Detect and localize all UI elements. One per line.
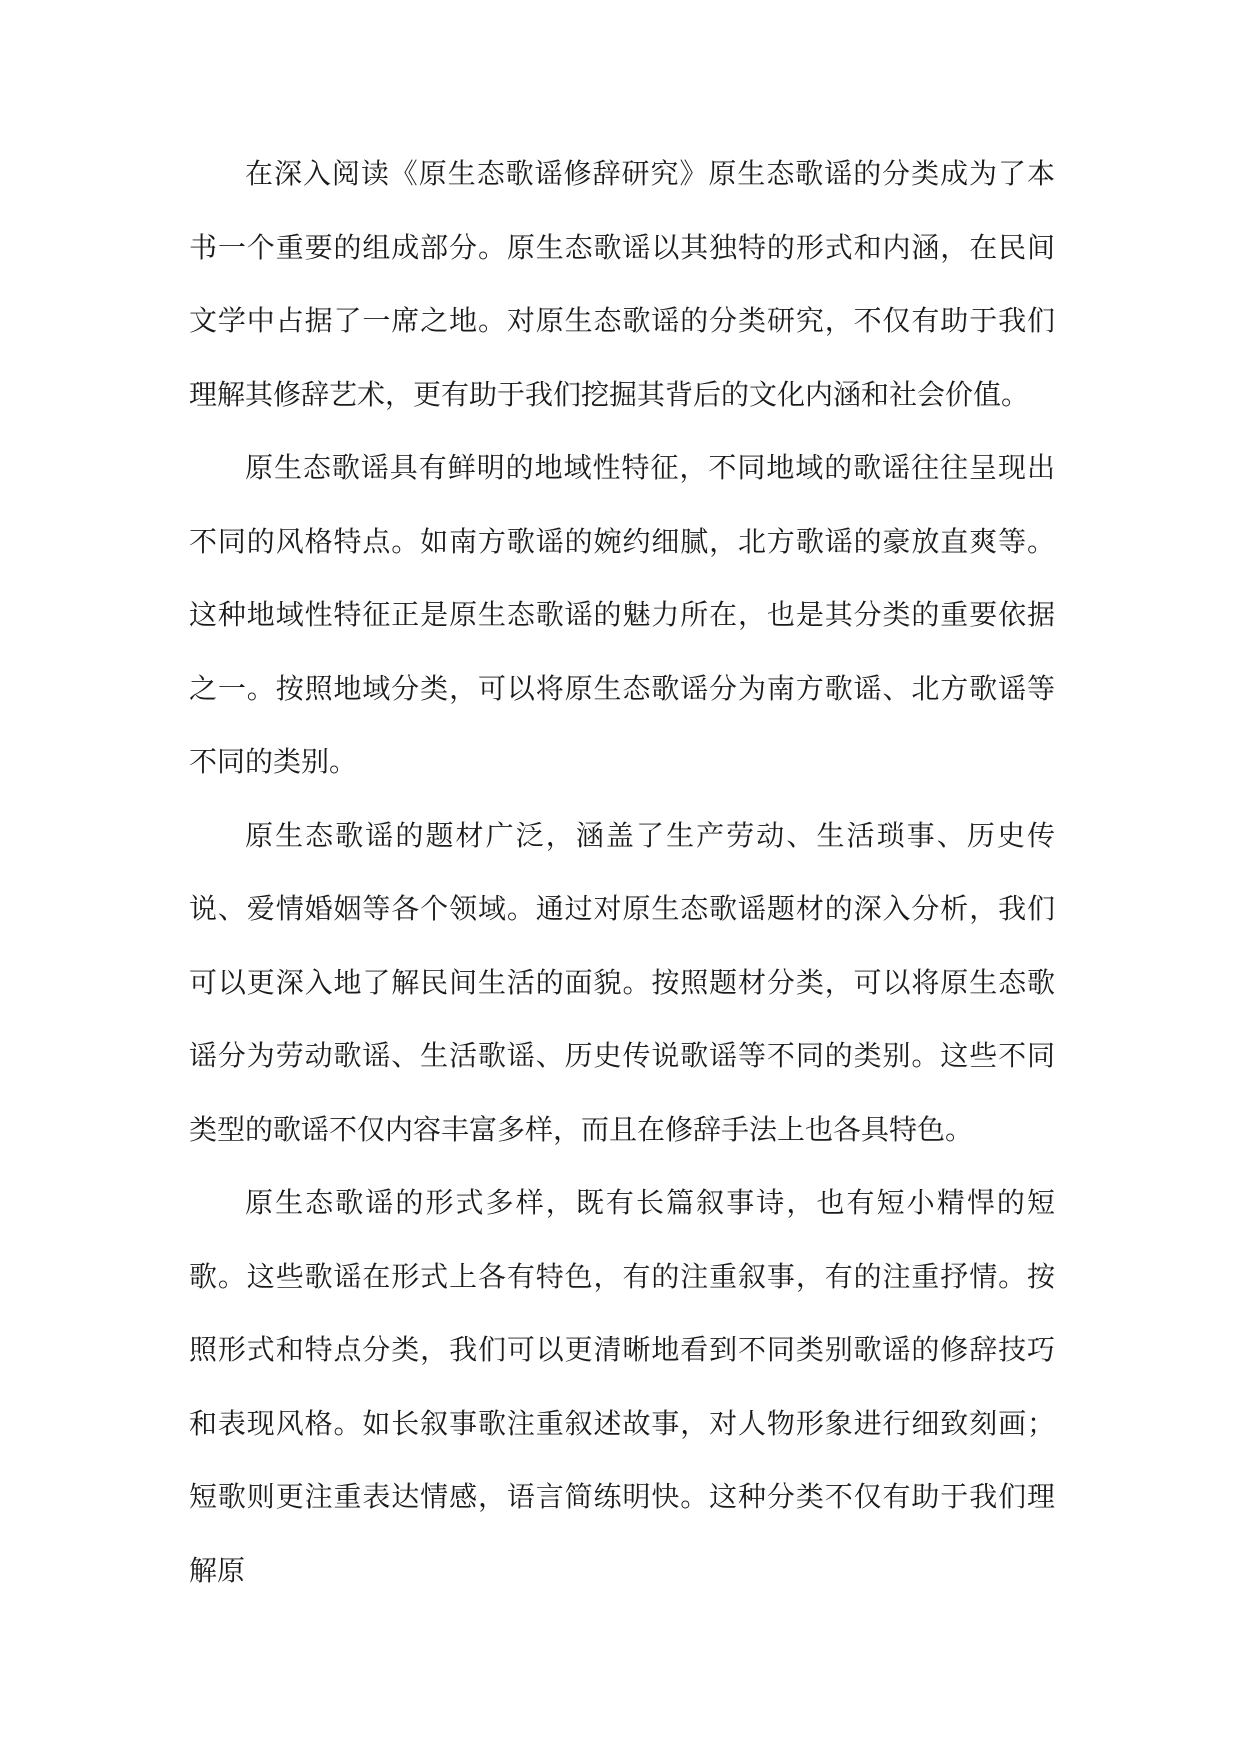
paragraph-4: 原生态歌谣的形式多样，既有长篇叙事诗，也有短小精悍的短歌。这些歌谣在形式上各有特色，有的注重叙事，有的注重抒情。按照形式和特点分类，我们可以更清晰地看到不同类别歌谣的修辞技巧和表现风格。如长叙事歌注重叙述故事，对人物形象进行细致刻画；短歌则更注重表达情感，语言简练明快。这种分类不仅有助于我们理解原	[189, 1186, 1055, 1587]
paragraph-2: 原生态歌谣具有鲜明的地域性特征，不同地域的歌谣往往呈现出不同的风格特点。如南方歌谣的婉约细腻，北方歌谣的豪放直爽等。这种地域性特征正是原生态歌谣的魅力所在，也是其分类的重要依据之一。按照地域分类，可以将原生态歌谣分为南方歌谣、北方歌谣等不同的类别。	[189, 451, 1055, 778]
paragraph-1: 在深入阅读《原生态歌谣修辞研究》原生态歌谣的分类成为了本书一个重要的组成部分。原生态歌谣以其独特的形式和内涵，在民间文学中占据了一席之地。对原生态歌谣的分类研究，不仅有助于我们理解其修辞艺术，更有助于我们挖掘其背后的文化内涵和社会价值。	[189, 157, 1055, 411]
body-text	[189, 137, 1055, 1607]
paragraph-3: 原生态歌谣的题材广泛，涵盖了生产劳动、生活琐事、历史传说、爱情婚姻等各个领域。通过对原生态歌谣题材的深入分析，我们可以更深入地了解民间生活的面貌。按照题材分类，可以将原生态歌谣分为劳动歌谣、生活歌谣、历史传说歌谣等不同的类别。这些不同类型的歌谣不仅内容丰富多样，而且在修辞手法上也各具特色。	[189, 818, 1055, 1146]
